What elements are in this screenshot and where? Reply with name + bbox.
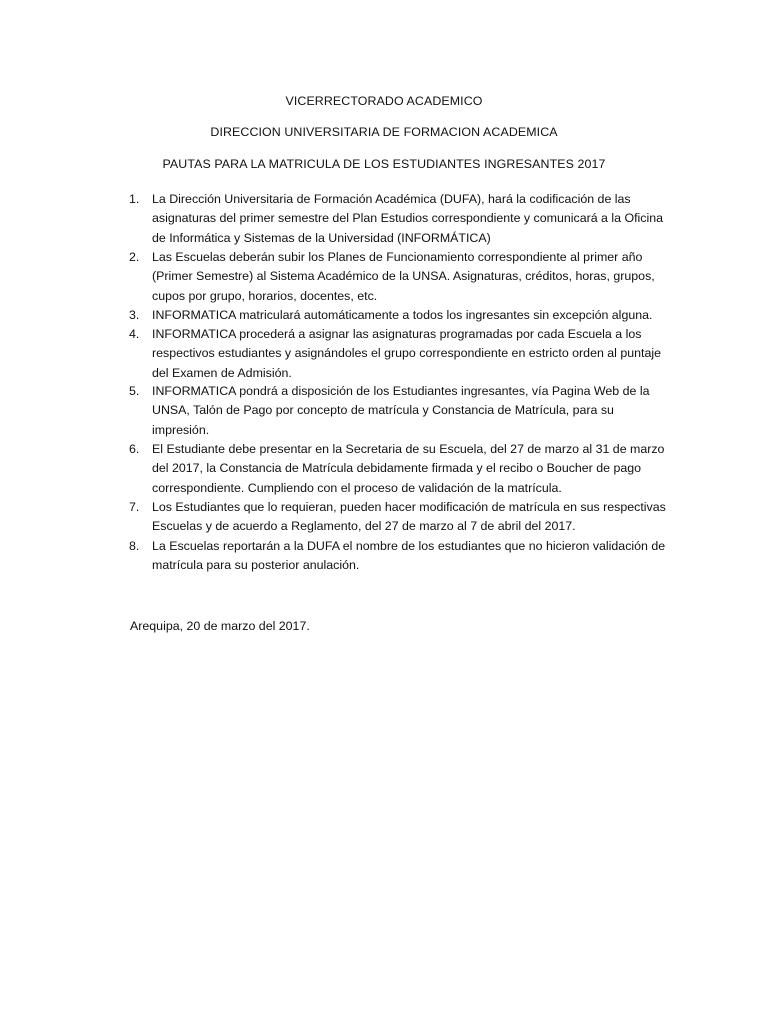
list-item — [129, 306, 667, 325]
list-item — [129, 382, 667, 440]
list-item-text: Los Estudiantes que lo requieran, pueden hacer modificación de matrícula en sus respectivas Escuelas y de acuerdo a Reglamento, del 27 de marzo al 7 de abril del 2017. — [152, 500, 666, 534]
list-item-number: 2. — [129, 250, 140, 264]
list-item-text: INFORMATICA procederá a asignar las asignaturas programadas por cada Escuela a los respectivos estudiantes y asignándoles el grupo correspondiente en estricto orden al puntaje del Examen de Admisión. — [152, 327, 662, 380]
list-item — [129, 248, 667, 306]
guidelines-list — [129, 190, 667, 576]
list-item — [129, 440, 667, 498]
document-date-line: Arequipa, 20 de marzo del 2017. — [130, 619, 310, 633]
list-item-number: 7. — [129, 500, 140, 514]
list-item-number: 1. — [129, 192, 140, 206]
list-item-text: La Escuelas reportarán a la DUFA el nombre de los estudiantes que no hicieron validación de matrícula para su posterior anulación. — [152, 539, 666, 573]
list-item-text: Las Escuelas deberán subir los Planes de Funcionamiento correspondiente al primer año (Primer Semestre) al Sistema Académico de la UNSA. Asignaturas, créditos, horas, grupos, cupos por grupo, horarios, docentes, etc. — [152, 250, 655, 303]
list-item — [129, 190, 667, 248]
list-item — [129, 498, 667, 537]
list-item-number: 3. — [129, 308, 140, 322]
list-item-text: El Estudiante debe presentar en la Secretaria de su Escuela, del 27 de marzo al 31 de marzo del 2017, la Constancia de Matrícula debidamente firmada y el recibo o Boucher de pago correspondiente. Cumpliendo con el proceso de validación de la matrícula. — [152, 442, 665, 495]
document-heading-2: DIRECCION UNIVERSITARIA DE FORMACION ACADEMICA — [210, 125, 558, 139]
list-item-text: INFORMATICA matriculará automáticamente a todos los ingresantes sin excepción alguna. — [152, 308, 653, 322]
list-item-number: 6. — [129, 442, 140, 456]
document-heading-1: VICERRECTORADO ACADEMICO — [285, 94, 483, 108]
list-item-number: 5. — [129, 384, 140, 398]
list-item-text: La Dirección Universitaria de Formación Académica (DUFA), hará la codificación de las asignaturas del primer semestre del Plan Estudios correspondiente y comunicará a la Oficina de Informática y Sistemas de la Universidad (INFORMÁTICA) — [152, 192, 664, 245]
list-item-number: 8. — [129, 539, 140, 553]
list-item — [129, 537, 667, 576]
document-heading-3: PAUTAS PARA LA MATRICULA DE LOS ESTUDIANTES INGRESANTES 2017 — [162, 157, 606, 171]
list-item — [129, 325, 667, 382]
list-item-text: INFORMATICA pondrá a disposición de los Estudiantes ingresantes, vía Pagina Web de la UNSA, Talón de Pago por concepto de matrícula y Constancia de Matrícula, para su impresión. — [152, 384, 650, 437]
list-item-number: 4. — [129, 327, 140, 341]
